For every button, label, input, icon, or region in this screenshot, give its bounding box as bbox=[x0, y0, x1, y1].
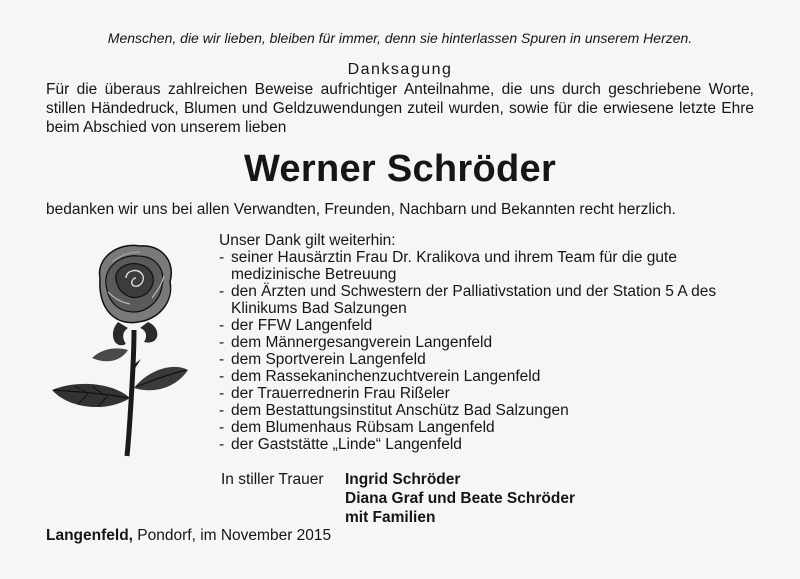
list-item: - der Gaststätte „Linde“ Langenfeld bbox=[219, 436, 759, 453]
list-item: - der FFW Langenfeld bbox=[219, 317, 759, 334]
mourning-block bbox=[221, 470, 575, 527]
place-date-rest: Pondorf, im November 2015 bbox=[132, 527, 332, 544]
thanks-list bbox=[219, 232, 759, 453]
mourner-name: mit Familien bbox=[345, 509, 436, 526]
list-item: - dem Rassekaninchenzuchtverein Langenfeld bbox=[219, 368, 759, 385]
deceased-name: Werner Schröder bbox=[243, 148, 557, 190]
intro-text: Für die überaus zahlreichen Beweise aufrichtiger Anteilnahme, die uns durch geschriebene Worte, stillen Händedruck, Blumen und Geldzuwendungen zuteil wurden, sowie für die erwiesene letzte Ehre beim Abschied von unserem lieben bbox=[46, 81, 754, 136]
place-name: Langenfeld, bbox=[46, 527, 133, 544]
list-item: - dem Sportverein Langenfeld bbox=[219, 351, 759, 368]
list-item: - dem Männergesangverein Langenfeld bbox=[219, 334, 759, 351]
list-item: - dem Blumenhaus Rübsam Langenfeld bbox=[219, 419, 759, 436]
mourning-label: In stiller Trauer bbox=[221, 471, 324, 488]
place-date bbox=[46, 527, 331, 545]
quote: Menschen, die wir lieben, bleiben für immer, denn sie hinterlassen Spuren in unserem Herzen. bbox=[107, 30, 693, 46]
list-lead: Unser Dank gilt weiterhin: bbox=[219, 232, 396, 249]
heading: Danksagung bbox=[347, 61, 453, 78]
thanks-text: bedanken wir uns bei allen Verwandten, Freunden, Nachbarn und Bekannten recht herzlich. bbox=[46, 201, 676, 218]
mourning-names bbox=[345, 470, 575, 527]
list-item: - den Ärzten und Schwestern der Palliativstation und der Station 5 A des Klinikums Bad Salzungen bbox=[219, 283, 759, 317]
mourner-name: Ingrid Schröder bbox=[345, 471, 461, 488]
list-item: - seiner Hausärztin Frau Dr. Kralikova und ihrem Team für die gute medizinische Betreuung bbox=[219, 249, 759, 283]
list-item: - der Trauerrednerin Frau Rißeler bbox=[219, 385, 759, 402]
list-item: - dem Bestattungsinstitut Anschütz Bad Salzungen bbox=[219, 402, 759, 419]
rose-icon bbox=[48, 238, 208, 458]
mourner-name: Diana Graf und Beate Schröder bbox=[345, 490, 575, 507]
